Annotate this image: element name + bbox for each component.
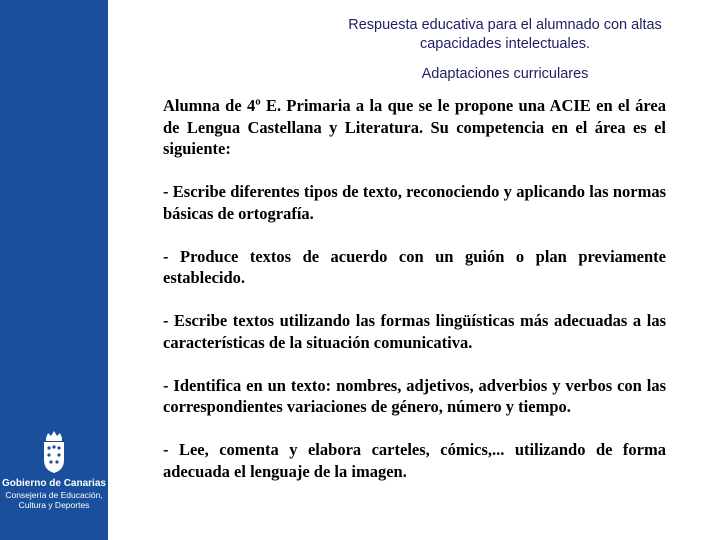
government-logo (0, 430, 108, 510)
logo-subtitle-line2: Cultura y Deportes (18, 500, 90, 510)
competence-item: - Escribe diferentes tipos de texto, reconociendo y aplicando las normas básicas de ortografía. (163, 182, 666, 223)
page-subtitle: Adaptaciones curriculares (421, 66, 589, 82)
competence-item: - Produce textos de acuerdo con un guión o plan previamente establecido. (163, 246, 666, 287)
page-title: Respuesta educativa para el alumnado con altas capacidades intelectuales. (348, 17, 662, 52)
body-text (163, 95, 666, 504)
intro-paragraph: Alumna de 4º E. Primaria a la que se le propone una ACIE en el área de Lengua Castellana y Literatura. Su competencia en el área es el siguiente: (163, 96, 666, 158)
coat-of-arms-icon (39, 430, 69, 474)
logo-subtitle-line1: Consejería de Educación, (5, 490, 103, 500)
competence-item: - Identifica en un texto: nombres, adjetivos, adverbios y verbos con las correspondientes variaciones de género, número y tiempo. (163, 375, 666, 416)
logo-title: Gobierno de Canarias (2, 478, 106, 489)
competence-item: - Escribe textos utilizando las formas lingüísticas más adecuadas a las características de la situación comunicativa. (163, 311, 666, 352)
sidebar (0, 0, 108, 540)
competence-item: - Lee, comenta y elabora carteles, cómics,... utilizando de forma adecuada el lenguaje de la imagen. (163, 440, 666, 481)
